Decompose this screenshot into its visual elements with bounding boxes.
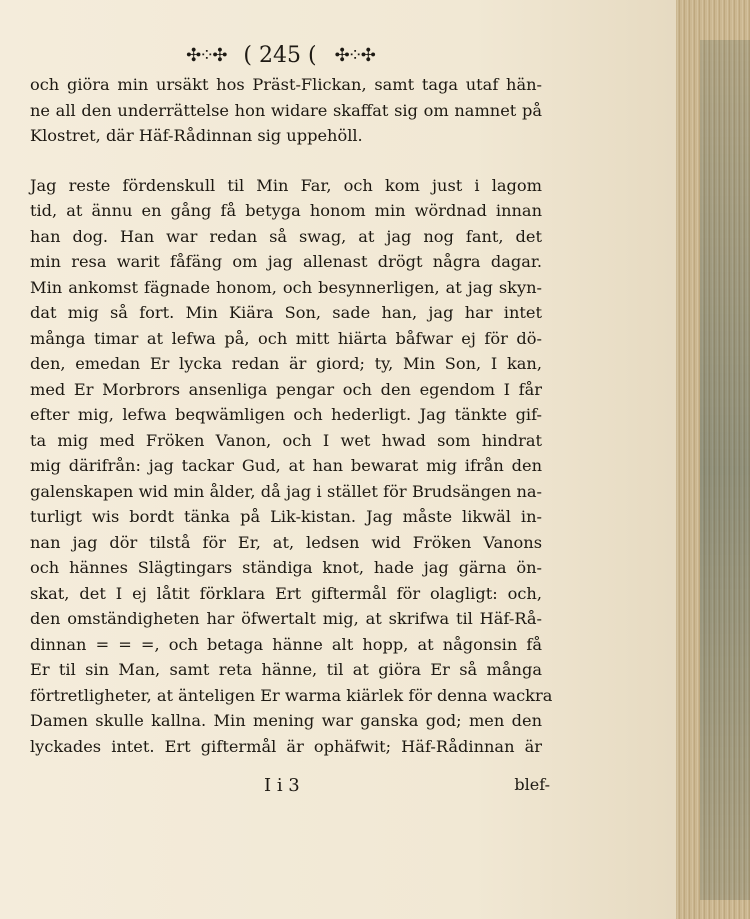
- text-line: Damen skulle kallna. Min mening war ganska god; men den: [30, 711, 542, 730]
- text-line: tid, at ännu en gång få betyga honom min wördnad innan: [30, 201, 542, 220]
- text-line: många timar at lefwa på, och mitt hiärta båfwar ej för dö-: [30, 328, 542, 348]
- text-line: förtretligheter, at änteligen Er warma kiärlek för denna wackra: [30, 685, 553, 705]
- body-text: [30, 72, 553, 759]
- ornament-right-icon: ✣⁘✣: [334, 44, 374, 66]
- text-line: Er til sin Man, samt reta hänne, til at giöra Er så många: [30, 660, 542, 679]
- text-line: den, emedan Er lycka redan är giord; ty, Min Son, I kan,: [30, 354, 542, 373]
- text-line: dinnan = = =, och betaga hänne alt hopp, at någonsin få: [30, 634, 542, 654]
- text-line: turligt wis bordt tänka på Lik-kistan. Jag måste likwäl in-: [30, 507, 542, 526]
- paragraph-gap: [30, 149, 542, 173]
- signature-mark: I i 3: [264, 775, 300, 796]
- text-line: med Er Morbrors ansenliga pengar och den egendom I får: [30, 379, 542, 399]
- running-header: [150, 42, 410, 68]
- text-line: Jag reste fördenskull til Min Far, och kom just i lagom: [30, 175, 542, 195]
- text-line: galenskapen wid min ålder, då jag i stället för Brudsängen na-: [30, 481, 542, 501]
- text-line: och giöra min ursäkt hos Präst-Flickan, samt taga utaf hän-: [30, 75, 542, 94]
- text-line: han dog. Han war redan så swag, at jag nog fant, det: [30, 226, 542, 246]
- text-line: Klostret, där Häf-Rådinnan sig uppehöll.: [30, 126, 363, 145]
- text-line: dat mig så fort. Min Kiära Son, sade han, jag har intet: [30, 303, 542, 322]
- ornament-left-icon: ✣⁘✣: [186, 44, 226, 66]
- text-line: nan jag dör tilstå för Er, at, ledsen wid Fröken Vanons: [30, 532, 542, 552]
- text-line: ne all den underrättelse hon widare skaffat sig om namnet på: [30, 100, 542, 120]
- paragraph-2: [30, 173, 553, 760]
- text-line: min resa warit fåfäng om jag allenast drögt några dagar.: [30, 252, 542, 271]
- text-line: Min ankomst fägnade honom, och besynnerligen, at jag skyn-: [30, 277, 542, 297]
- text-line: mig därifrån: jag tackar Gud, at han bewarat mig ifrån den: [30, 456, 542, 475]
- page-edge-tint: [700, 40, 750, 900]
- page-number: ( 245 (: [243, 42, 317, 68]
- catchword: blef-: [514, 775, 550, 794]
- text-line: ta mig med Fröken Vanon, och I wet hwad som hindrat: [30, 430, 542, 450]
- page-footer: [30, 775, 550, 801]
- text-line: den omständigheten har öfwertalt mig, at skrifwa til Häf-Rå-: [30, 609, 542, 628]
- text-line: och hännes Slägtingars ständiga knot, hade jag gärna ön-: [30, 558, 542, 577]
- paragraph-1: [30, 72, 542, 149]
- text-line: skat, det I ej låtit förklara Ert giftermål för olagligt: och,: [30, 583, 542, 603]
- text-line: efter mig, lefwa beqwämligen och hederligt. Jag tänkte gif-: [30, 405, 542, 424]
- text-line: lyckades intet. Ert giftermål är ophäfwit; Häf-Rådinnan är: [30, 736, 542, 756]
